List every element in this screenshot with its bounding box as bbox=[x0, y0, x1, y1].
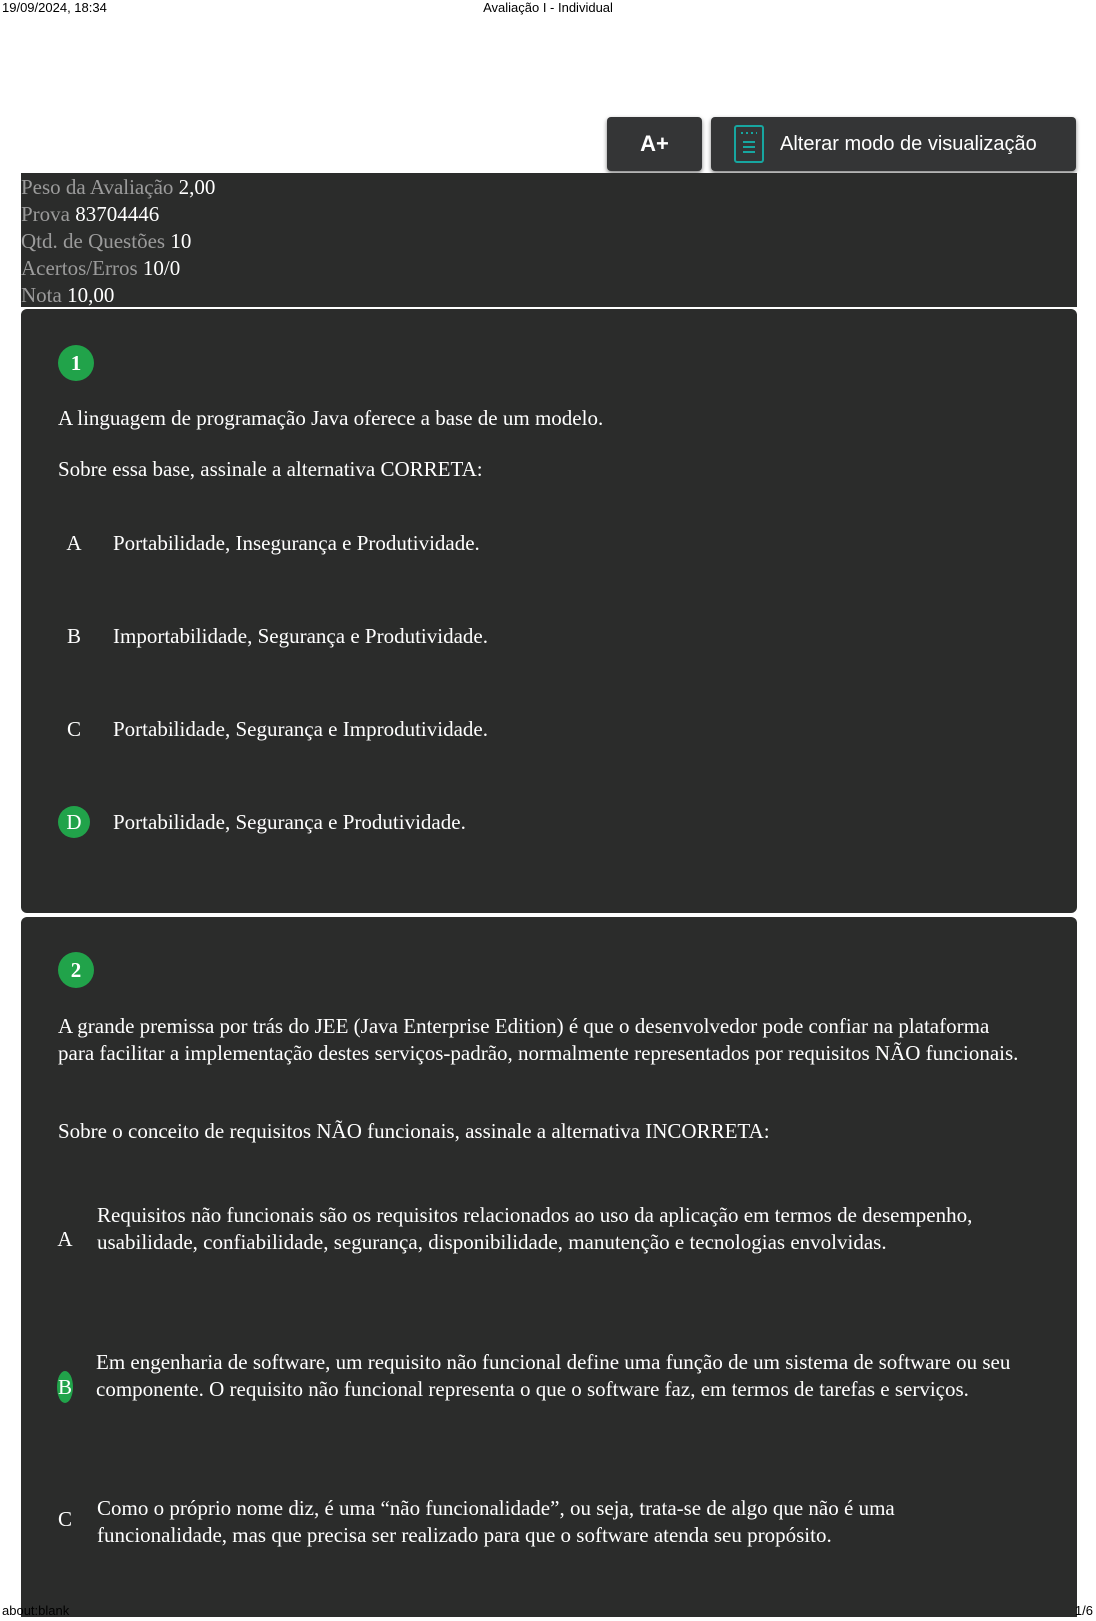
document-icon bbox=[734, 125, 764, 163]
option-text: Portabilidade, Segurança e Improdutividade. bbox=[113, 717, 488, 741]
option-text: Importabilidade, Segurança e Produtividade. bbox=[113, 624, 488, 648]
question-number-badge: 1 bbox=[58, 345, 94, 381]
print-header bbox=[0, 0, 1096, 16]
question-statement: A linguagem de programação Java oferece a base de um modelo. bbox=[58, 406, 604, 430]
option-letter: B bbox=[66, 623, 81, 648]
change-view-mode-button[interactable] bbox=[711, 117, 1076, 171]
font-size-label: A+ bbox=[640, 131, 669, 156]
option-text: Portabilidade, Insegurança e Produtividade. bbox=[113, 531, 480, 555]
question-prompt: Sobre o conceito de requisitos NÃO funcionais, assinale a alternativa INCORRETA: bbox=[58, 1119, 770, 1143]
qtd-label: Qtd. de Questões bbox=[21, 229, 166, 253]
summary-qtd bbox=[21, 228, 1077, 255]
option-letter: A bbox=[57, 1226, 73, 1251]
nota-value: 10,00 bbox=[67, 283, 115, 307]
option-letter: A bbox=[66, 530, 82, 555]
summary-acertos bbox=[21, 255, 1077, 282]
option-letter-correct: B bbox=[57, 1371, 73, 1403]
print-datetime: 19/09/2024, 18:34 bbox=[2, 0, 107, 15]
peso-value: 2,00 bbox=[178, 175, 216, 199]
view-mode-label: Alterar modo de visualização bbox=[780, 132, 1037, 155]
option-text: Como o próprio nome diz, é uma “não funcionalidade”, ou seja, trata-se de algo que não é uma funcionalidade, mas que precisa ser realizado para que o software atenda seu propósito. bbox=[97, 1496, 895, 1547]
option-letter: C bbox=[66, 716, 81, 741]
prova-label: Prova bbox=[21, 202, 70, 226]
print-page-title: Avaliação I - Individual bbox=[483, 0, 613, 15]
font-size-increase-button[interactable] bbox=[607, 117, 702, 171]
print-page-number: 1/6 bbox=[1074, 1603, 1093, 1618]
print-footer bbox=[0, 1603, 1096, 1619]
acertos-label: Acertos/Erros bbox=[21, 256, 138, 280]
prova-value: 83704446 bbox=[75, 202, 160, 226]
summary-peso bbox=[21, 174, 1077, 201]
qtd-value: 10 bbox=[170, 229, 192, 253]
exam-summary bbox=[21, 173, 1077, 307]
option-text: Em engenharia de software, um requisito não funcional define uma função de um sistema de software ou seu componente. O requisito não funcional representa o que o software faz, em termos de tarefas e serviços. bbox=[96, 1350, 1011, 1401]
question-prompt: Sobre essa base, assinale a alternativa CORRETA: bbox=[58, 457, 483, 481]
nota-label: Nota bbox=[21, 283, 62, 307]
question-statement: A grande premissa por trás do JEE (Java Enterprise Edition) é que o desenvolvedor pode confiar na plataforma para facilitar a implementação destes serviços-padrão, normalmente representados por requisitos NÃO funcionais. bbox=[58, 1014, 1019, 1065]
print-url: about:blank bbox=[2, 1603, 70, 1618]
acertos-value: 10/0 bbox=[142, 256, 181, 280]
question-card-1 bbox=[21, 309, 1077, 913]
question-number-badge: 2 bbox=[58, 952, 94, 988]
option-text: Portabilidade, Segurança e Produtividade. bbox=[113, 810, 466, 834]
question-card-2 bbox=[21, 917, 1077, 1617]
option-letter-correct: D bbox=[58, 806, 90, 838]
peso-label: Peso da Avaliação bbox=[21, 175, 174, 199]
summary-prova bbox=[21, 201, 1077, 228]
option-text: Requisitos não funcionais são os requisitos relacionados ao uso da aplicação em termos de desempenho, usabilidade, confiabilidade, segurança, disponibilidade, manutenção e tecnologias envolvidas. bbox=[97, 1203, 973, 1254]
summary-nota bbox=[21, 282, 1077, 309]
option-letter: C bbox=[57, 1506, 72, 1531]
